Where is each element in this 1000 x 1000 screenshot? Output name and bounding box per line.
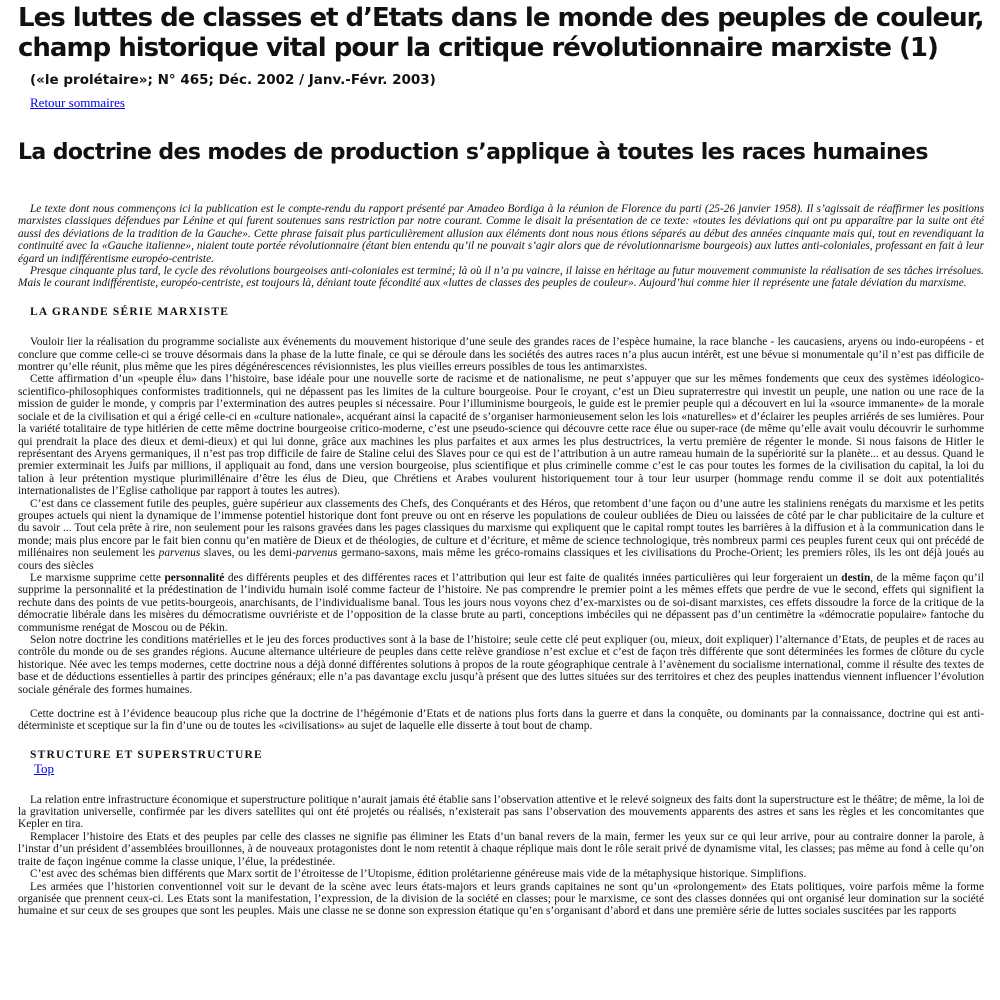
page-title: Les luttes de classes et d’Etats dans le monde des peuples de couleur, champ historique vital pour la critique révolutionnaire marxiste (1) [18,3,984,63]
emphasis: parvenus [295,547,338,560]
intro-paragraph: Le texte dont nous commençons ici la publication est le compte-rendu du rapport présenté par Amadeo Bordiga à la réunion de Florence du parti (25-26 janvier 1958). Il s’agissait de réaffirmer les positions marxistes classiques défendues par Lénine et qui furent soutenues sans restriction par notre courant. Comme le disait la présentation de ce texte: «toutes les déviations qui ont pu apparaître par la suite ont été aussi des déviations de la tradition de la Gauche». Cette phrase faisait plus particulièrement allusion aux éléments dont nous nous étions séparés au début des années cinquante mais qui, tout en revendiquant la continuité avec la «Gauche italienne», niaient toute portée révolutionnaire (étant bien entendu qu’il ne pouvait s’agir alors que de révolutionnarisme bourgeois) aux luttes anti-coloniales, professant en fait à leur égard un indifférentisme européo-centriste. [18,203,984,265]
paragraph: Selon notre doctrine les conditions matérielles et le jeu des forces productives sont à la base de l’histoire; seule cette clé peut expliquer (ou, mieux, doit expliquer) l’alternance d’Etats, de peuples et de races au contrôle du monde ou de ses grandes régions. Aucune alternance ultérieure de peuples dans cette relève grandiose n’est exclue et c’est de façon très différente que sont déterminées les formes de clôture du cycle historique. Née avec les temps modernes, cette doctrine nous a déjà donné différentes solutions à propos de la route géographique centrale à l’avènement du socialisme international, comme il résulte des textes de base et de déductions essentielles à partir des principes généraux; elle n’a pas davantage exclu jusqu’à présent que des luttes situées sur des territoires et chez des peuples inattendus viennent influencer l’évolution sociale générale des formes humaines. [18,634,984,696]
paragraph: C’est avec des schémas bien différents que Marx sortit de l’étroitesse de l’Utopisme, édition prolétarienne généreuse mais vide de la métaphysique historique. Simplifions. [30,868,807,881]
text-run: slaves, ou les demi- [200,547,296,560]
paragraph [18,572,984,634]
article-body [18,203,984,918]
paragraph: Remplacer l’histoire des Etats et des peuples par celle des classes ne signifie pas éliminer les Etats d’un banal revers de la main, fermer les yeux sur ce qui leur arrive, pour au contraire donner la parole, à l’instar d’un président d’assemblées brouillonnes, à de nouveaux protagonistes dont le nom retentit à chaque réplique mais dont le rôle serait privé de dynamisme vital, les classes; pas même au fond à celle qu’on traite de façon ingénue comme la classe unique, l’élue, la prédestinée. [18,830,984,868]
section-heading-grande-serie: LA GRANDE SÉRIE MARXISTE [30,305,230,318]
paragraph [18,498,984,572]
bold-term: personnalité [164,571,225,584]
emphasis: parvenus [158,547,201,560]
paragraph: La relation entre infrastructure économique et superstructure politique n’aurait jamais été établie sans l’observation attentive et le relevé soigneux des faits dont la superstructure est le théâtre; de même, la loi de la gravitation universelle, confirmée par les divers satellites qui ont été projetés ou réalisés, n’existerait pas sans l’observation des mouvements apparents des astres et sans les règles et les concomitantes que Kepler en tira. [18,793,984,831]
bold-term: destin [841,571,871,584]
text-run: germano-saxons, mais même les gréco-romains classiques et les civilisations du Proche-Orient; les premiers rôles, ils les ont déjà joués au cours des siècles [18,547,984,572]
article-heading: La doctrine des modes de production s’applique à toutes les races humaines [18,140,928,165]
section-heading-structure: STRUCTURE ET SUPERSTRUCTURE [30,748,263,761]
intro-paragraph: Presque cinquante plus tard, le cycle des révolutions bourgeoises anti-coloniales est terminé; là où il n’a pu vaincre, il laisse en héritage au futur mouvement communiste la réalisation de ses tâches irrésolues. Mais le courant indifférentiste, européo-centriste, est toujours là, déniant toute fécondité aux «luttes de classes des peuples de couleur». Aujourd’hui comme hier il représente une fatale déviation du marxisme. [18,265,984,290]
paragraph: Vouloir lier la réalisation du programme socialiste aux événements du mouvement historique d’une seule des grandes races de l’espèce humaine, la race blanche - les caucasiens, aryens ou indo-européens - et conclure que comme celle-ci se trouve désormais dans la phase de la lutte finale, ce qui se déroule dans les sociétés des autres races n’a plus aucun intérêt, est une bévue si monumentale qu’il n’est pas difficile de montrer qu’elle réunit, plus même que les pires dégénérescences révisionnistes, les plus vieilles erreurs possibles de tous les antimarxistes. [18,336,984,374]
text-run: , de la même façon qu’il supprime la personnalité et la prédestination de l’individu humain isolé comme facteur de l’histoire. Ne pas comprendre le premier point a les mêmes effets que perdre de vue le second, effets qui signifient la rechute dans des points de vue petits-bourgeois, anarchisants, de l’individualisme banal. Tous les jours nous voyons chez d’ex-marxistes ou de soi-disant marxistes, ces effets dissoudre la force de la critique de la démocratie libérale dans les misères du démocratisme ouvriériste et de l’opposition de la classe brute au parti, conceptions imbéciles qui ne dépassent pas d’un centimètre la «démocratie populaire» fantoche du communisme renégat de Moscou ou de Pékin. [18,571,984,634]
publication-info: («le prolétaire»; N° 465; Déc. 2002 / Janv.-Févr. 2003) [30,72,436,88]
text-run: C’est dans ce classement futile des peuples, guère supérieur aux classements des Chefs, des Conquérants et des Héros, que retombent d’une façon ou d’une autre les staliniens renégats du marxisme et les petits groupes actuels qui nient la dynamique de l’immense potentiel historique dont font preuve ou ont en réserve les populations de couleur oubliées de Dieu ou laissées de côté par le char publicitaire de la culture et du savoir ... Tout cela prête à rire, non seulement pour les raisons gravées dans les pages classiques du marxisme qui expliquent que le capital rompt toutes les barrières à la diffusion et à la communication dans le monde; mais plus encore par le fait bien connu qu’en matière de Dieux et de théologies, de culture et d’écriture, et même de science technologique, très nombreux parmi ces peuples furent ceux qui ont précédé de millénaires non seulement les [18,497,984,560]
text-run: Le marxisme supprime cette [30,571,165,584]
paragraph: Les armées que l’historien conventionnel voit sur le devant de la scène avec leurs états-majors et leurs grands capitaines ne sont qu’un «prolongement» des Etats politiques, voire parfois même la forme organisée que prennent ceux-ci. Les Etats sont la manifestation, l’expression, de la division de la société en classes; pour le marxisme, ce sont des classes données qui ont organisé leur domination sur la société humaine et sur ceux de ses groupes que sont les peuples. Mais une classe ne se donne son expression étatique qu’en s’organisant d’abord et dans une première série de luttes sociales suscitées par les rapports [18,880,984,918]
paragraph: Cette doctrine est à l’évidence beaucoup plus riche que la doctrine de l’hégémonie d’Etats et de nations plus forts dans la guerre et dans la conquête, ou dominants par la connaissance, doctrine qui est anti-déterministe et sceptique sur la fin d’une ou de toutes les «civilisations» au sujet de laquelle elle disserte à tout bout de champ. [18,708,984,733]
text-run: des différents peuples et des différentes races et l’attribution qui leur est faite de qualités innées particulières qui leur forgeraient un [224,571,842,584]
back-to-summaries-link[interactable]: Retour sommaires [30,95,125,110]
top-link[interactable]: Top [34,761,55,777]
paragraph: Cette affirmation d’un «peuple élu» dans l’histoire, base idéale pour une nouvelle sorte de racisme et de nationalisme, ne peut s’appuyer que sur les mêmes fondements que ceux des systèmes idéologico-scientifico-philosophiques conformistes traditionnels, qui ne dépassent pas les limites de la culture bourgeoise. Pour le croyant, c’est un Dieu supraterrestre qui investit un peuple, une nation ou une race de la mission de guider le monde, y compris par l’extermination des autres peuples si nécessaire. Pour l’illuminisme bourgeois, le guide est le premier peuple qui a découvert en lui la «source immanente» de la morale sociale et de la civilisation et qui a érigé celle-ci en «culture nationale», acquérant ainsi la capacité de s’organiser harmonieusement selon les lois «naturelles» et d’éclairer les peuples arriérés de ses lumières. Pour la variété totalitaire de type hitlérien de cette même doctrine bourgeoise critico-moderne, c’est une pseudo-science qui découvre cette race élue ou super-race (de même qu’elle avait voulu découvrir le surhomme qui prendrait la place des dieux et demi-dieux) et qui lui donne, grâce aux machines les plus parfaites et aux armes les plus destructrices, la vertu première de régenter le monde. Si nous faisons de Hitler le représentant des Aryens germaniques, il n’est pas trop difficile de faire de Staline celui des Slaves pour ce qui est de l’attribution à un autre rameau humain de la supériorité sur la planète... et au dessus. Quand le premier exterminait les Juifs par millions, il appliquait au fond, dans une version bourgeoise, plus scientifique et plus criminelle comme c’est le cas pour toutes les formes de la civilisation du capital, la loi du talion à leur prétention mystique plurimillénaire d’être les élus de Dieu, que Chrétiens et Arabes voulurent historiquement tour à tour leur usurper (hommage rendu comme il se doit aux potentialités internationalistes de l’Eglise catholique par rapport à toutes les autres). [18,373,984,498]
